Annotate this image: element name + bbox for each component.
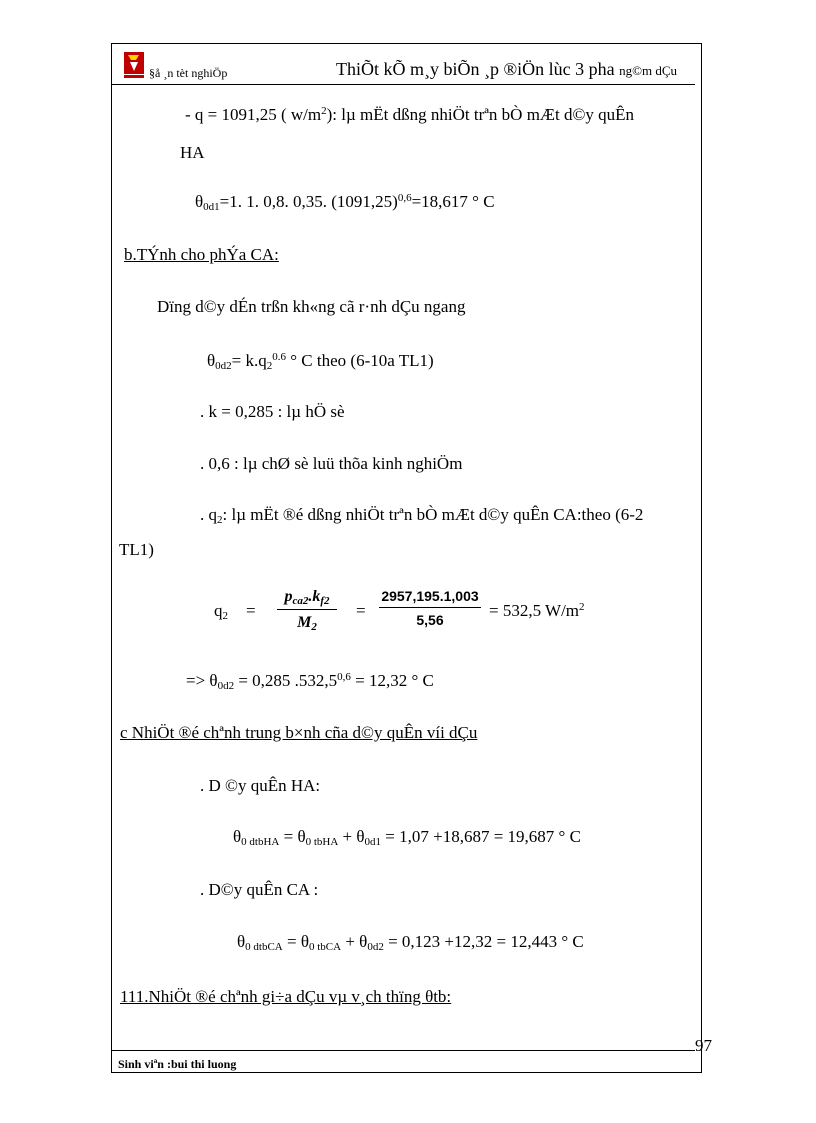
section-111-heading: 111.NhiÖt ®é chªnh gi÷a dÇu vµ v¸ch thïng θtb:	[120, 987, 452, 1006]
theta1-formula: $\theta_{0d1}=1$. 1. 0,8. 0,35. $(1091,25)^{0,6}=18,617$ ° C	[195, 192, 495, 213]
q-line-cont: HA	[180, 143, 205, 162]
dtbha-formula: $\theta_{0 dtbHA} = \theta_{0 tbHA} + \theta_{0d1} = 1,07 +18,687 = 19,687$ ° C	[233, 827, 581, 848]
logo-icon	[124, 52, 144, 78]
q-line: - q = 1091,25 ( $w/m^2$): lµ mËt dßng nhiÖt trªn bÒ mÆt d©y quÊn	[185, 105, 635, 124]
header-title: ThiÕt kÕ m¸y biÕn ¸p ®iÖn lùc 3 pha ng©m dÇu	[336, 59, 678, 79]
ca-label: . D©y quÊn CA :	[200, 880, 319, 899]
dtbca-formula: $\theta_{0 dtbCA} = \theta_{0 tbCA} + \theta_{0d2} = 0,123 +12,32 = 12,443$ ° C	[237, 932, 584, 953]
k-line: . k = 0,285 : lµ hÖ sè	[200, 402, 345, 421]
eq-q2: $q_2$	[214, 601, 228, 622]
fraction-symbolic: $p_{ca2}.k_{f2}$ $M_2$	[277, 588, 337, 632]
fraction-numeric: $\frac{2957,195.1,003}{5,56}$	[379, 588, 481, 628]
page-number: 97	[695, 1036, 712, 1055]
dung-line: Dïng d©y dÉn trßn kh«ng cã r·nh dÇu ngang	[157, 297, 466, 316]
q2-line: . $q_2$: lµ mËt ®é dßng nhiÖt trªn bÒ mÆt d©y quÊn CA:theo (6-2	[200, 505, 644, 526]
eq-equals-1: =	[246, 601, 256, 620]
header-divider	[112, 84, 695, 85]
theta2-formula: $\theta_{0d2}= k.q_2^{0.6}$ ° C theo (6-10a TL1)	[207, 351, 434, 372]
exponent-line: . 0,6 : lµ chØ sè luü thõa kinh nghiÖm	[200, 454, 463, 473]
theta2-result: => $\theta_{0d2} = 0,285$ $.532,5^{0,6} = 12,32$ ° C	[186, 671, 434, 692]
section-c-heading: c NhiÖt ®é chªnh trung b×nh cña d©y quÊn víi dÇu	[120, 723, 478, 742]
ha-label: . D ©y quÊn HA:	[200, 776, 321, 795]
section-b-heading: b.TÝnh cho phÝa CA:	[124, 245, 279, 264]
footer-student: Sinh viªn :bui thi luong	[118, 1057, 237, 1071]
q2-line-cont: TL1)	[119, 540, 154, 559]
eq-result: = 532,5 $W/m^2$	[489, 601, 585, 620]
header-left: §å ¸n tèt nghiÖp	[149, 66, 228, 80]
footer-divider	[112, 1050, 695, 1051]
eq-equals-2: =	[356, 601, 366, 620]
